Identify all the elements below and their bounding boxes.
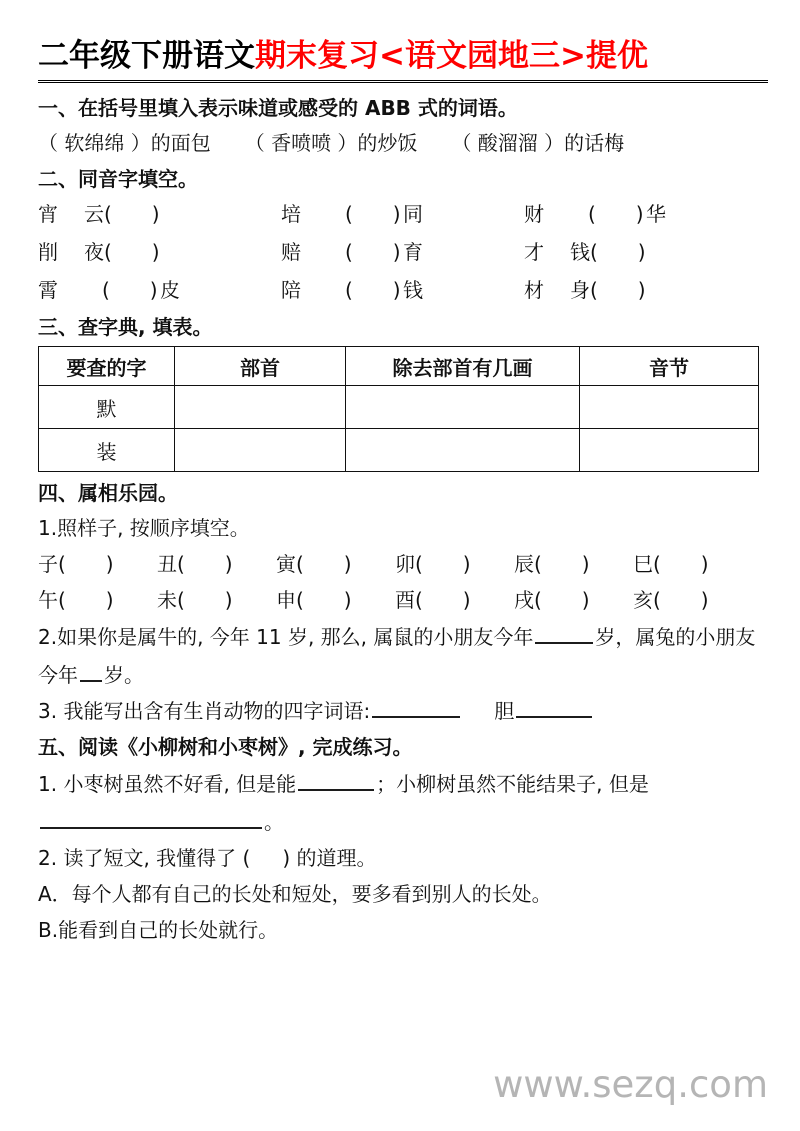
homophone-second-char: 钱	[570, 240, 590, 264]
homophone-item	[281, 273, 524, 308]
table-cell-radical-input[interactable]	[175, 429, 346, 472]
zodiac-branch-char: 辰	[514, 552, 534, 576]
answer-parentheses[interactable]: ( )	[653, 552, 709, 576]
question-2-text-a: 2.如果你是属牛的, 今年 11 岁, 那么, 属鼠的小朋友今年	[38, 625, 534, 649]
question-2-text-b: 岁，属兔的小朋友今年	[38, 625, 756, 687]
homophone-lead-char: 宵	[38, 202, 58, 226]
reading-q1-text-a: 1. 小枣树虽然不好看, 但是能	[38, 772, 297, 796]
zodiac-branch-char: 未	[157, 588, 177, 612]
answer-parentheses[interactable]: ( )	[345, 240, 401, 264]
zodiac-item	[38, 582, 157, 618]
site-watermark: www.sezq.com	[493, 1063, 768, 1106]
answer-parentheses[interactable]: ( )	[104, 240, 160, 264]
table-header-row	[39, 347, 759, 386]
homophone-lead-char: 赔	[281, 240, 301, 264]
homophone-lead-char: 才	[524, 240, 544, 264]
zodiac-branch-char: 子	[38, 552, 58, 576]
homophone-row	[38, 235, 768, 270]
section-5-question-1	[38, 765, 768, 841]
section-3-heading: 三、查字典, 填表。	[38, 315, 213, 339]
answer-parentheses[interactable]: ( )	[415, 588, 471, 612]
homophone-tail-char: 同	[403, 202, 423, 226]
zodiac-branch-char: 酉	[395, 588, 415, 612]
zodiac-item	[514, 546, 633, 582]
zodiac-item	[633, 582, 752, 618]
answer-parentheses[interactable]: ( )	[177, 588, 233, 612]
answer-parentheses[interactable]: ( )	[534, 588, 590, 612]
homophone-second-char: 身	[570, 278, 590, 302]
question-3-text-b: 胆	[494, 699, 515, 723]
zodiac-row-second	[38, 582, 768, 618]
homophone-item	[281, 197, 524, 232]
table-cell-strokes-input[interactable]	[346, 429, 580, 472]
title-red-part: 期末复习<语文园地三>提优	[255, 38, 648, 74]
homophone-item	[38, 235, 281, 270]
answer-parentheses[interactable]: ( )	[534, 552, 590, 576]
reading-q2-text-a: 2. 读了短文, 我懂得了 (	[38, 846, 251, 870]
zodiac-item	[395, 582, 514, 618]
section-1-heading: 一、在括号里填入表示味道或感受的 ABB 式的词语。	[38, 96, 518, 120]
homophone-item	[524, 235, 767, 270]
table-cell-radical-input[interactable]	[175, 386, 346, 429]
zodiac-item	[276, 546, 395, 582]
section-4-question-1-label: 1.照样子, 按顺序填空。	[38, 516, 250, 540]
question-3-text-a: 3. 我能写出含有生肖动物的四字词语:	[38, 699, 371, 723]
worksheet-content	[38, 36, 768, 948]
table-row	[39, 386, 759, 429]
homophone-item	[281, 235, 524, 270]
section-5-question-2	[38, 841, 768, 875]
abb-answer-1: （ 软绵绵 ）的面包	[38, 131, 211, 155]
reading-q2-text-b: ) 的道理。	[282, 846, 377, 870]
page-title	[38, 36, 768, 83]
answer-parentheses[interactable]: ( )	[296, 552, 352, 576]
zodiac-branch-char: 丑	[157, 552, 177, 576]
answer-parentheses[interactable]: ( )	[296, 588, 352, 612]
table-cell-strokes-input[interactable]	[346, 386, 580, 429]
zodiac-item	[157, 582, 276, 618]
answer-parentheses[interactable]: ( )	[104, 202, 160, 226]
homophone-row	[38, 197, 768, 232]
zodiac-branch-char: 巳	[633, 552, 653, 576]
homophone-second-char: 夜	[84, 240, 104, 264]
answer-parentheses[interactable]: ( )	[590, 278, 646, 302]
zodiac-branch-char: 戌	[514, 588, 534, 612]
reading-q1-text-b: ；小柳树虽然不能结果子, 但是	[376, 772, 649, 796]
homophone-tail-char: 育	[403, 240, 423, 264]
zodiac-item	[395, 546, 514, 582]
zodiac-branch-char: 卯	[395, 552, 415, 576]
answer-parentheses[interactable]: ( )	[102, 278, 158, 302]
homophone-item	[524, 273, 767, 308]
answer-parentheses[interactable]: ( )	[588, 202, 644, 226]
homophone-grid	[38, 197, 768, 308]
table-header-cell: 音节	[580, 347, 759, 386]
answer-parentheses[interactable]: ( )	[345, 278, 401, 302]
homophone-second-char: 云	[84, 202, 104, 226]
zodiac-row-first	[38, 546, 768, 582]
option-a[interactable]: A．每个人都有自己的长处和短处，要多看到别人的长处。	[38, 882, 552, 906]
table-row	[39, 429, 759, 472]
table-cell-character: 装	[39, 429, 175, 472]
table-cell-syllable-input[interactable]	[580, 386, 759, 429]
section-5-heading: 五、阅读《小柳树和小枣树》, 完成练习。	[38, 735, 413, 759]
table-cell-syllable-input[interactable]	[580, 429, 759, 472]
homophone-lead-char: 削	[38, 240, 58, 264]
table-header-cell: 部首	[175, 347, 346, 386]
answer-parentheses[interactable]: ( )	[590, 240, 646, 264]
homophone-tail-char: 华	[646, 202, 666, 226]
dictionary-table	[38, 346, 759, 472]
section-4-heading: 四、属相乐园。	[38, 481, 178, 505]
zodiac-item	[514, 582, 633, 618]
age-blank-1[interactable]	[535, 623, 593, 644]
homophone-item	[524, 197, 767, 232]
answer-parentheses[interactable]: ( )	[415, 552, 471, 576]
answer-parentheses[interactable]: ( )	[653, 588, 709, 612]
homophone-item	[38, 197, 281, 232]
homophone-lead-char: 陪	[281, 278, 301, 302]
reading-q1-text-c: 。	[264, 810, 284, 834]
zodiac-item	[633, 546, 752, 582]
zodiac-branch-char: 寅	[276, 552, 296, 576]
homophone-lead-char: 霄	[38, 278, 58, 302]
zodiac-item	[276, 582, 395, 618]
table-cell-character: 默	[39, 386, 175, 429]
section-4-question-2	[38, 618, 768, 694]
section-1-answers	[38, 126, 768, 160]
answer-parentheses[interactable]: ( )	[345, 202, 401, 226]
answer-parentheses[interactable]: ( )	[58, 552, 114, 576]
zodiac-item	[38, 546, 157, 582]
zodiac-branch-char: 亥	[633, 588, 653, 612]
idiom-blank-1[interactable]	[372, 697, 460, 718]
table-header-cell: 除去部首有几画	[346, 347, 580, 386]
section-4-question-3	[38, 694, 768, 728]
homophone-lead-char: 材	[524, 278, 544, 302]
title-black-part: 二年级下册语文	[38, 38, 255, 74]
answer-parentheses[interactable]: ( )	[177, 552, 233, 576]
abb-answer-3: （ 酸溜溜 ）的话梅	[451, 131, 625, 155]
zodiac-item	[157, 546, 276, 582]
zodiac-branch-char: 午	[38, 588, 58, 612]
option-b[interactable]: B.能看到自己的长处就行。	[38, 918, 279, 942]
homophone-tail-char: 钱	[403, 278, 423, 302]
table-header-cell: 要查的字	[39, 347, 175, 386]
reading-blank-1[interactable]	[298, 770, 374, 791]
homophone-lead-char: 财	[524, 202, 544, 226]
question-2-text-c: 岁。	[104, 663, 144, 687]
answer-parentheses[interactable]: ( )	[58, 588, 114, 612]
homophone-item	[38, 273, 281, 308]
abb-answer-2: （ 香喷喷 ）的炒饭	[244, 131, 418, 155]
zodiac-branch-char: 申	[276, 588, 296, 612]
age-blank-2[interactable]	[80, 661, 102, 682]
reading-blank-2[interactable]	[40, 808, 262, 829]
homophone-tail-char: 皮	[160, 278, 180, 302]
section-2-heading: 二、同音字填空。	[38, 167, 198, 191]
idiom-blank-2[interactable]	[516, 697, 592, 718]
homophone-row	[38, 273, 768, 308]
homophone-lead-char: 培	[281, 202, 301, 226]
